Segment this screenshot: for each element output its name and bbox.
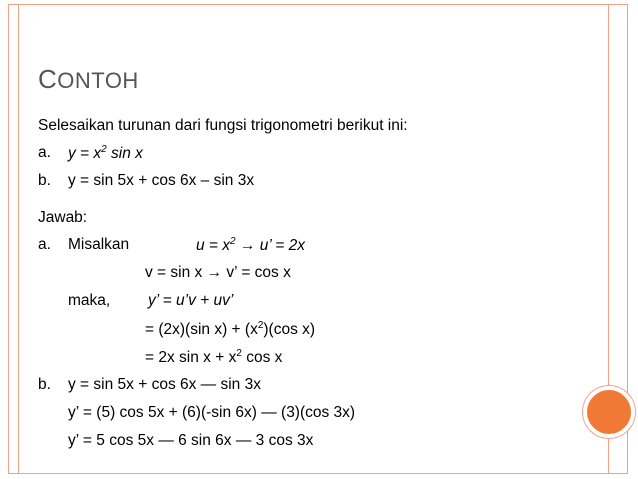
- intro-text: Selesaikan turunan dari fungsi trigonometri berikut ini:: [38, 117, 408, 134]
- frame-line-left: [18, 4, 19, 474]
- problem-a-expr: $y = x^2$ sin x: [68, 144, 143, 163]
- decorative-circle: [583, 386, 635, 438]
- v-line: v = sin x → v’ = cos x: [145, 264, 291, 281]
- problem-b-expr: y = sin 5x + cos 6x – sin 3x: [68, 172, 255, 189]
- answer-b-yprime-1: y’ = (5) cos 5x + (6)(-sin 6x) — (3)(cos 3x): [68, 404, 356, 421]
- answer-a-label: a.: [38, 236, 51, 253]
- answer-b-yprime-2: y’ = 5 cos 5x — 6 sin 6x — 3 cos 3x: [68, 432, 314, 449]
- problem-a-label: a.: [38, 144, 51, 161]
- answer-heading: Jawab:: [38, 209, 88, 226]
- answer-b-y: y = sin 5x + cos 6x — sin 3x: [68, 376, 261, 393]
- step-1: = (2x)(sin $x) + (x^2)(\cos$ x): [145, 320, 316, 339]
- answer-b-label: b.: [38, 376, 51, 393]
- misalkan-label: Misalkan: [68, 236, 130, 253]
- problem-b-label: b.: [38, 172, 51, 189]
- product-rule: y’ = u’v + uv’: [148, 292, 234, 309]
- slide-title: CONTOH: [38, 64, 139, 94]
- step-2: = 2x $\sin x + x^2$ cos x: [145, 348, 283, 367]
- maka-label: maka,: [68, 292, 111, 309]
- u-line: $u = x^2 \to u$’ = 2x: [196, 236, 305, 255]
